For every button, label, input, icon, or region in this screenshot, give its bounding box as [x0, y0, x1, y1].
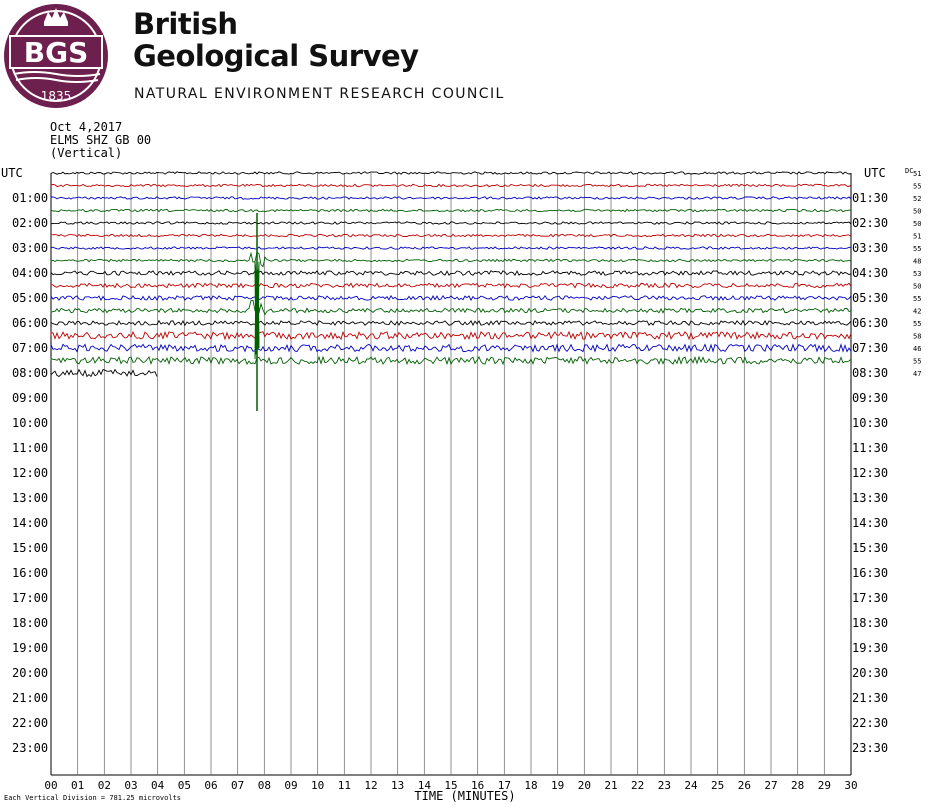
- left-hour-label: 20:00: [12, 666, 49, 680]
- org-line-2: Geological Survey: [133, 39, 419, 73]
- x-tick-label: 05: [177, 779, 191, 792]
- left-hour-label: 12:00: [12, 466, 49, 480]
- right-hour-label: 04:30: [852, 266, 889, 280]
- x-tick-label: 18: [524, 779, 538, 792]
- left-hour-label: 23:00: [12, 741, 49, 755]
- left-hour-label: 07:00: [12, 341, 49, 355]
- x-tick-label: 29: [817, 779, 831, 792]
- x-tick-label: 07: [231, 779, 245, 792]
- x-tick-label: 11: [337, 779, 351, 792]
- dc-value: 58: [913, 332, 922, 341]
- x-tick-label: 04: [151, 779, 165, 792]
- right-hour-label: 18:30: [852, 616, 889, 630]
- right-hour-label: 03:30: [852, 241, 889, 255]
- right-hour-label: 21:30: [852, 691, 889, 705]
- right-utc-label: UTC: [864, 166, 886, 180]
- x-tick-label: 26: [737, 779, 751, 792]
- left-hour-label: 06:00: [12, 316, 49, 330]
- dc-value: 50: [913, 207, 922, 216]
- x-tick-label: 17: [497, 779, 511, 792]
- x-tick-label: 20: [577, 779, 591, 792]
- left-hour-label: 18:00: [12, 616, 49, 630]
- left-hour-label: 09:00: [12, 391, 49, 405]
- x-tick-label: 06: [204, 779, 218, 792]
- right-hour-label: 11:30: [852, 441, 889, 455]
- right-hour-label: 19:30: [852, 641, 889, 655]
- dc-value: 55: [913, 245, 922, 253]
- right-hour-label: 22:30: [852, 716, 889, 730]
- right-hour-label: 23:30: [852, 741, 889, 755]
- x-tick-label: 15: [444, 779, 458, 792]
- x-tick-label: 16: [471, 779, 485, 792]
- left-hour-label: 03:00: [12, 241, 49, 255]
- dc-value: 51: [913, 170, 922, 178]
- x-tick-label: 13: [391, 779, 405, 792]
- left-hour-label: 13:00: [12, 491, 49, 505]
- x-tick-label: 25: [711, 779, 725, 792]
- x-tick-label: 24: [684, 779, 698, 792]
- right-hour-label: 17:30: [852, 591, 889, 605]
- x-tick-label: 27: [764, 779, 778, 792]
- right-hour-label: 07:30: [852, 341, 889, 355]
- right-hour-label: 14:30: [852, 516, 889, 530]
- left-hour-label: 10:00: [12, 416, 49, 430]
- dc-value: 46: [913, 345, 922, 353]
- right-hour-label: 10:30: [852, 416, 889, 430]
- x-tick-label: 19: [551, 779, 565, 792]
- x-tick-label: 09: [284, 779, 298, 792]
- dc-value: 42: [913, 307, 922, 316]
- right-hour-label: 02:30: [852, 216, 889, 230]
- left-hour-label: 01:00: [12, 191, 49, 205]
- dc-value: 47: [913, 370, 922, 378]
- x-tick-label: 01: [71, 779, 85, 792]
- vertical-division-footnote: Each Vertical Division = 781.25 microvolts: [4, 794, 182, 802]
- left-utc-label: UTC: [1, 166, 23, 180]
- dc-value: 55: [913, 295, 922, 303]
- left-hour-label: 04:00: [12, 266, 49, 280]
- left-hour-label: 14:00: [12, 516, 49, 530]
- x-axis-label: TIME (MINUTES): [414, 789, 516, 803]
- right-hour-label: 09:30: [852, 391, 889, 405]
- x-tick-label: 12: [364, 779, 378, 792]
- left-hour-label: 19:00: [12, 641, 49, 655]
- x-tick-label: 14: [417, 779, 431, 792]
- right-hour-label: 08:30: [852, 366, 889, 380]
- x-tick-label: 30: [844, 779, 858, 792]
- dc-value: 53: [913, 270, 922, 278]
- right-hour-label: 20:30: [852, 666, 889, 680]
- dc-value: 55: [913, 182, 922, 191]
- x-tick-label: 00: [44, 779, 58, 792]
- dc-value: 55: [913, 320, 922, 328]
- left-hour-label: 08:00: [12, 366, 49, 380]
- x-tick-label: 10: [311, 779, 325, 792]
- x-tick-label: 28: [791, 779, 805, 792]
- x-tick-label: 22: [631, 779, 645, 792]
- x-tick-label: 02: [97, 779, 111, 792]
- left-hour-label: 11:00: [12, 441, 49, 455]
- record-date: Oct 4,2017: [50, 120, 123, 134]
- dc-value: 52: [913, 195, 922, 203]
- left-hour-label: 15:00: [12, 541, 49, 555]
- council-name: NATURAL ENVIRONMENT RESEARCH COUNCIL: [134, 86, 505, 102]
- component-label: (Vertical): [50, 146, 123, 160]
- left-hour-label: 22:00: [12, 716, 49, 730]
- right-hour-label: 06:30: [852, 316, 889, 330]
- logo-text: BGS: [23, 36, 89, 69]
- x-tick-label: 23: [657, 779, 671, 792]
- dc-value: 51: [913, 232, 922, 241]
- x-tick-label: 03: [124, 779, 138, 792]
- station-code: ELMS SHZ GB 00: [50, 133, 152, 147]
- right-hour-label: 12:30: [852, 466, 889, 480]
- left-hour-label: 05:00: [12, 291, 49, 305]
- right-hour-label: 15:30: [852, 541, 889, 555]
- right-hour-label: 01:30: [852, 191, 889, 205]
- dc-label: DC: [905, 167, 914, 175]
- right-hour-label: 16:30: [852, 566, 889, 580]
- dc-value: 48: [913, 257, 922, 266]
- right-hour-label: 05:30: [852, 291, 889, 305]
- right-hour-label: 13:30: [852, 491, 889, 505]
- left-hour-label: 16:00: [12, 566, 49, 580]
- dc-value: 50: [913, 282, 922, 291]
- x-tick-label: 08: [257, 779, 271, 792]
- left-hour-label: 17:00: [12, 591, 49, 605]
- left-hour-label: 21:00: [12, 691, 49, 705]
- logo-year: 1835: [40, 89, 72, 103]
- dc-value: 50: [913, 220, 922, 228]
- org-line-1: British: [133, 7, 238, 41]
- x-tick-label: 21: [604, 779, 618, 792]
- dc-value: 55: [913, 357, 922, 366]
- left-hour-label: 02:00: [12, 216, 49, 230]
